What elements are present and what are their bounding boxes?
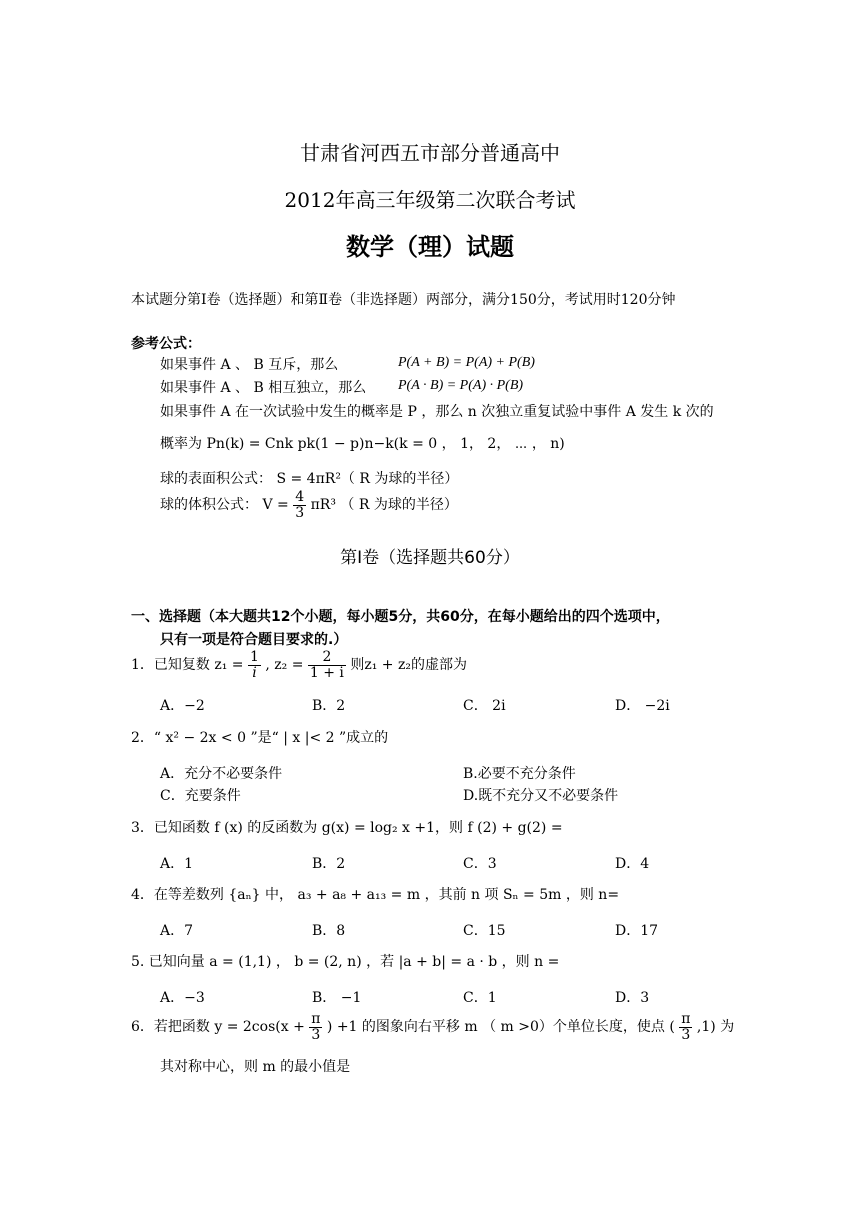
option-c: C．1: [463, 990, 497, 1006]
option-d: D.既不充分又不必要条件: [463, 788, 619, 804]
option-d: D． −2i: [615, 698, 670, 714]
section-heading-line-1: 一、选择题（本大题共12个小题，每小题5分，共60分，在每小题给出的四个选项中，: [131, 609, 670, 625]
formula-2-math: P(A · B) = P(A) · P(B): [398, 378, 524, 393]
formulas-heading: 参考公式：: [131, 336, 201, 352]
option-b: B.必要不充分条件: [463, 766, 576, 782]
question-6-stem-line-2: 其对称中心，则 m 的最小值是: [160, 1059, 351, 1075]
fraction-denominator: 1 + i: [309, 664, 344, 681]
fraction-denominator: 3: [681, 1026, 691, 1043]
option-c: C．15: [463, 923, 506, 939]
header-line-1: 甘肃省河西五市部分普通高中: [300, 141, 560, 165]
option-b: B．2: [312, 856, 346, 872]
q6-stem-suffix: ,1) 为: [696, 1019, 735, 1036]
formula-5-text: 球的表面积公式： S = 4πR²（ R 为球的半径）: [160, 471, 459, 487]
formula-4-text: 概率为 Pn(k) = Cnk pk(1 − p)n−k(k = 0 ， 1， 2， ⋯ ， n): [160, 436, 565, 452]
question-1-stem: [131, 650, 467, 680]
formula-2-text: 如果事件 A 、 B 相互独立，那么: [160, 380, 367, 396]
fraction-numerator: π: [311, 1011, 321, 1027]
q6-fraction-1: [309, 1012, 322, 1042]
q6-stem-prefix: 6．若把函数 y = 2cos(x +: [131, 1019, 305, 1036]
question-4-stem: 4．在等差数列 {aₙ} 中， a₃ + a₈ + a₁₃ = m ，其前 n 项 Sₙ = 5m ，则 n=: [131, 887, 620, 903]
formula-6-prefix: 球的体积公式： V =: [160, 497, 289, 514]
q1-stem-suffix: 则z₁ + z₂的虚部为: [350, 657, 467, 674]
fraction-numerator: 1: [249, 649, 259, 665]
option-a: A．−2: [160, 698, 205, 714]
option-c: C． 2i: [463, 698, 506, 714]
question-3-stem: 3．已知函数 f (x) 的反函数为 g(x) = log₂ x +1，则 f (2) + g(2) =: [131, 820, 563, 836]
question-6-stem: [131, 1012, 734, 1042]
option-d: D．3: [615, 990, 650, 1006]
formula-1-text: 如果事件 A 、 B 互斥，那么: [160, 357, 339, 373]
formula-6-suffix: πR³ （ R 为球的半径）: [310, 497, 458, 514]
fraction-numerator: π: [681, 1011, 691, 1027]
formula-6: [160, 490, 458, 520]
question-5-stem: 5. 已知向量 a = (1,1) ， b = (2, n) ，若 |a + b| = a · b ，则 n =: [131, 954, 560, 970]
fraction-numerator: 4: [295, 489, 305, 505]
q1-stem-prefix: 1．已知复数 z₁ =: [131, 657, 244, 674]
option-c: C．3: [463, 856, 497, 872]
header-line-2: 2012年高三年级第二次联合考试: [284, 188, 576, 212]
intro-text: 本试题分第Ⅰ卷（选择题）和第Ⅱ卷（非选择题）两部分，满分150分，考试用时120分钟: [131, 292, 676, 308]
q1-fraction-2: [308, 650, 346, 680]
q6-fraction-2: [679, 1012, 692, 1042]
option-b: B． −1: [312, 990, 362, 1006]
q6-stem-mid: ) +1 的图象向右平移 m （ m >0）个单位长度，使点 (: [326, 1019, 675, 1036]
fraction-numerator: 2: [308, 650, 346, 666]
fraction-denominator: i: [252, 664, 257, 681]
fraction-denominator: 3: [295, 504, 305, 521]
fraction-denominator: 3: [311, 1026, 321, 1043]
option-d: D．17: [615, 923, 659, 939]
option-d: D．4: [615, 856, 650, 872]
option-a: A．1: [160, 856, 194, 872]
formula-3-text: 如果事件 A 在一次试验中发生的概率是 P ，那么 n 次独立重复试验中事件 A 发生 k 次的: [160, 404, 714, 420]
option-b: B．2: [312, 698, 346, 714]
page-title: 数学（理）试题: [346, 233, 514, 261]
q1-stem-mid: , z₂ =: [265, 657, 304, 674]
option-a: A．7: [160, 923, 194, 939]
option-c: C．充要条件: [160, 788, 241, 804]
formula-6-fraction: [293, 490, 306, 520]
option-b: B．8: [312, 923, 346, 939]
section-heading-line-2: 只有一项是符合题目要求的.）: [160, 632, 348, 648]
q1-fraction-1: [248, 650, 261, 680]
question-2-stem: 2．“ x² − 2x < 0 ”是“ | x |< 2 ”成立的: [131, 730, 389, 746]
formula-1-math: P(A + B) = P(A) + P(B): [398, 355, 535, 370]
option-a: A．−3: [160, 990, 205, 1006]
part1-title: 第Ⅰ卷（选择题共60分）: [340, 548, 520, 568]
option-a: A．充分不必要条件: [160, 766, 283, 782]
